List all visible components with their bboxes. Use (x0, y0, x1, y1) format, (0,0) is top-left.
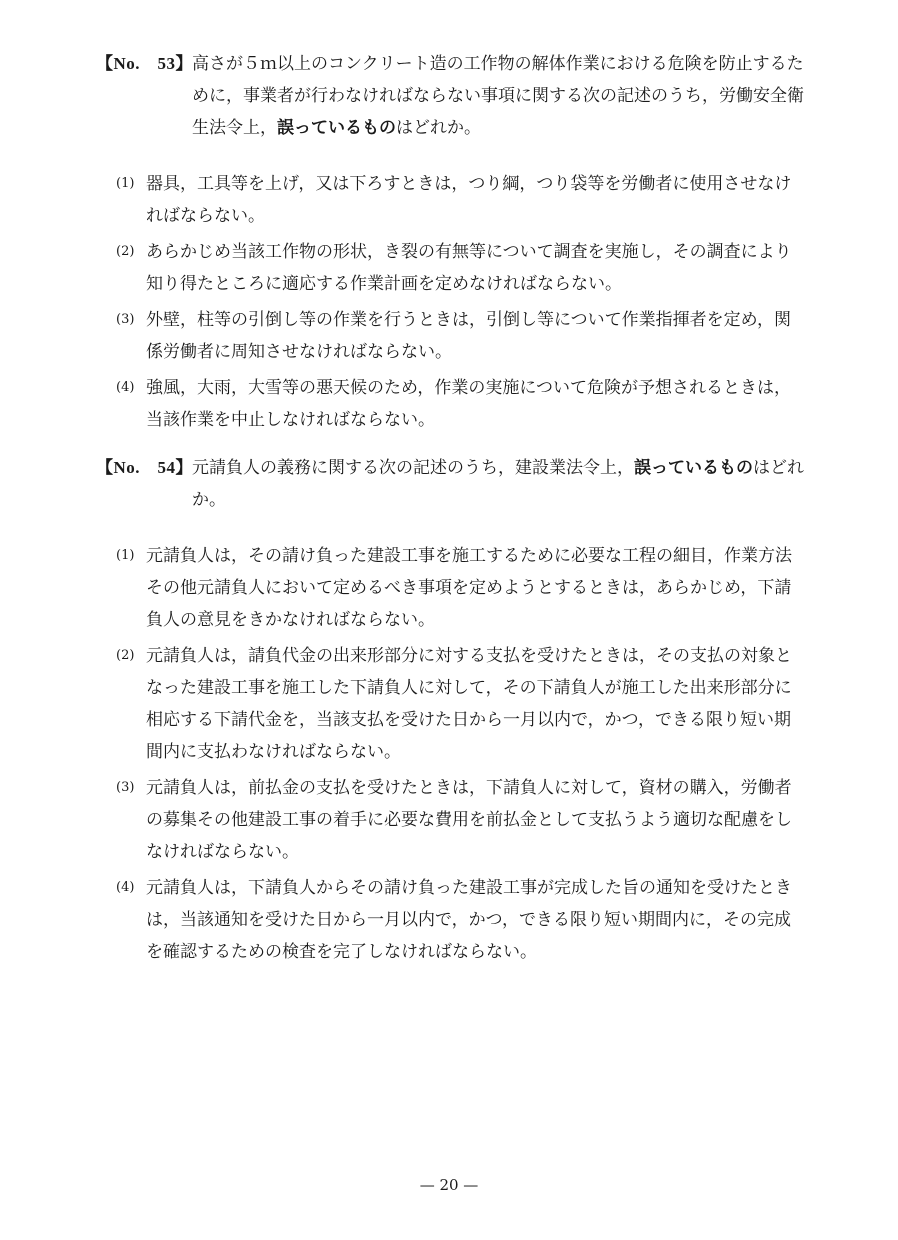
choice-label: (4) (116, 880, 135, 895)
choice-label: (2) (116, 244, 135, 259)
question-54-stem-end: はどれか。 (192, 458, 804, 510)
choice-text: 元請負人は，前払金の支払を受けたときは，下請負人に対して，資材の購入，労働者の募集その他建設工事の着手に必要な費用を前払金として支払うよう適切な配慮をしなければならない。 (146, 778, 792, 862)
question-53-stem-end: はどれか。 (396, 118, 481, 138)
question-53-stem (192, 48, 806, 144)
choice-label: (3) (116, 312, 135, 327)
choice-text: あらかじめ当該工作物の形状，き裂の有無等について調査を実施し，その調査により知り得たところに適応する作業計画を定めなければならない。 (146, 242, 792, 294)
question-53-stem-text: 高さが５ｍ以上のコンクリート造の工作物の解体作業における危険を防止するために，事業者が行わなければならない事項に関する次の記述のうち，労働安全衛生法令上， (192, 54, 804, 138)
question-53-number: 【No. 53】 (96, 54, 194, 73)
choice-label: (3) (116, 780, 135, 795)
question-53-choices (96, 168, 806, 436)
page-number: — 20 — (419, 1176, 479, 1194)
choice-text: 元請負人は，その請け負った建設工事を施工するために必要な工程の細目，作業方法その他元請負人において定めるべき事項を定めようとするときは，あらかじめ，下請負人の意見をきかなければならない。 (146, 546, 792, 630)
choice-label: (1) (116, 548, 135, 563)
choice-text: 強風，大雨，大雪等の悪天候のため，作業の実施について危険が予想されるときは，当該作業を中止しなければならない。 (146, 378, 791, 430)
choice-53-1[interactable] (96, 168, 806, 232)
question-53-emphasis: 誤っているもの (277, 118, 396, 138)
choice-text: 外壁，柱等の引倒し等の作業を行うときは，引倒し等について作業指揮者を定め，関係労働者に周知させなければならない。 (146, 310, 791, 362)
choice-54-4[interactable] (96, 872, 806, 968)
choice-label: (4) (116, 380, 135, 395)
question-54-stem-text: 元請負人の義務に関する次の記述のうち，建設業法令上， (192, 458, 634, 478)
question-54-stem (192, 452, 806, 516)
choice-53-4[interactable] (96, 372, 806, 436)
question-53 (96, 48, 806, 440)
choice-53-3[interactable] (96, 304, 806, 368)
question-54 (96, 452, 806, 972)
choice-text: 器具，工具等を上げ，又は下ろすときは，つり綱，つり袋等を労働者に使用させなければならない。 (146, 174, 792, 226)
choice-label: (1) (116, 176, 135, 191)
question-54-header (96, 452, 806, 516)
choice-54-3[interactable] (96, 772, 806, 868)
question-54-number: 【No. 54】 (96, 458, 194, 477)
question-53-header (96, 48, 806, 144)
choice-53-2[interactable] (96, 236, 806, 300)
choice-text: 元請負人は，下請負人からその請け負った建設工事が完成した旨の通知を受けたときは，当該通知を受けた日から一月以内で，かつ，できる限り短い期間内に，その完成を確認するための検査を完了しなければならない。 (146, 878, 792, 962)
choice-label: (2) (116, 648, 135, 663)
choice-text: 元請負人は，請負代金の出来形部分に対する支払を受けたときは，その支払の対象となった建設工事を施工した下請負人に対して，その下請負人が施工した出来形部分に相応する下請代金を，当該支払を受けた日から一月以内で，かつ，できる限り短い期間内に支払わなければならない。 (146, 646, 792, 762)
question-54-choices (96, 540, 806, 968)
question-54-emphasis: 誤っているもの (634, 458, 753, 478)
choice-54-1[interactable] (96, 540, 806, 636)
choice-54-2[interactable] (96, 640, 806, 768)
